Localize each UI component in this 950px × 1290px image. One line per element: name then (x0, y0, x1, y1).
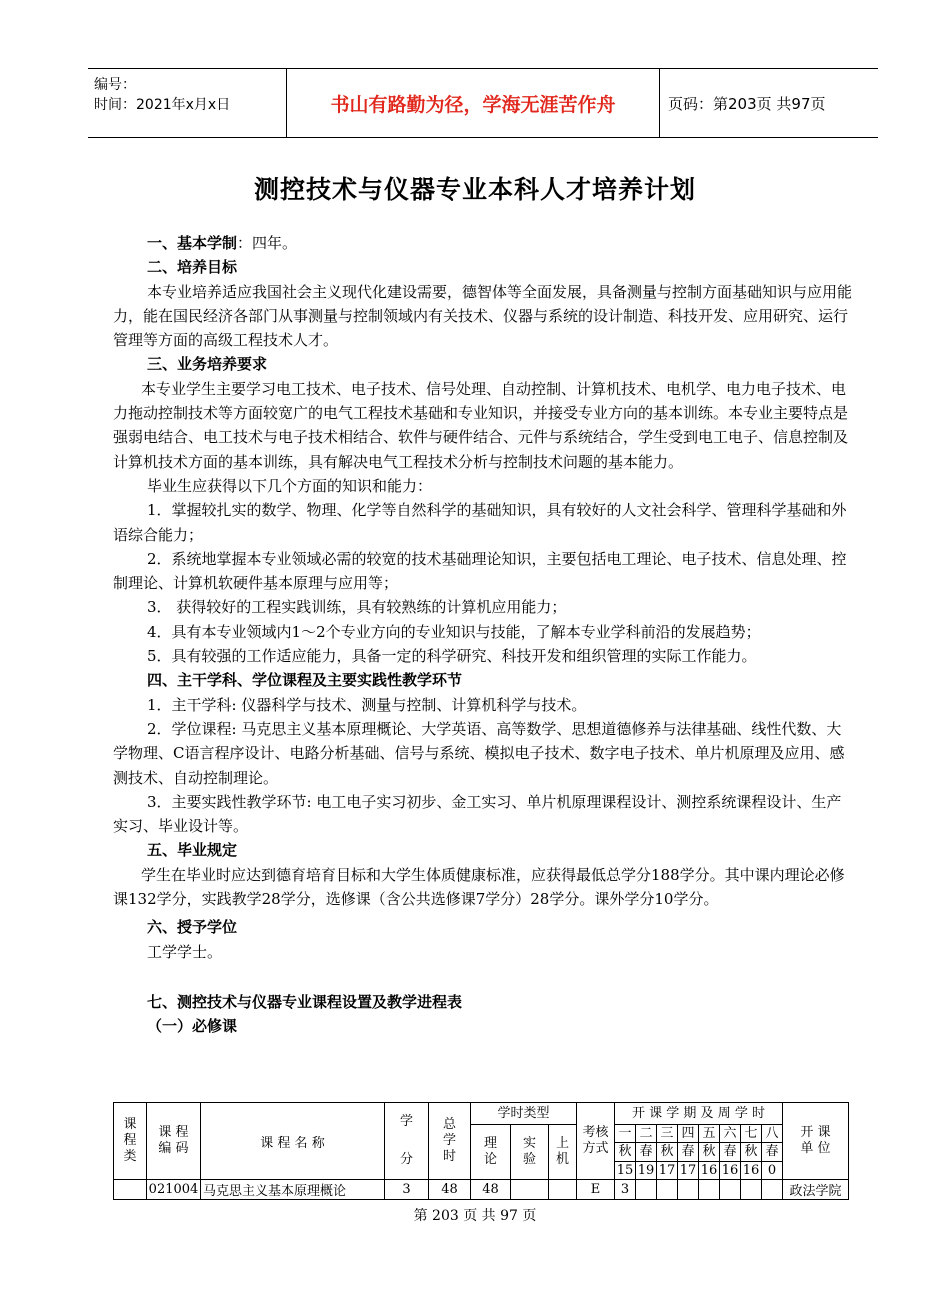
th-year: 七 (741, 1125, 762, 1143)
th-year: 四 (678, 1125, 699, 1143)
header-motto: 书山有路勤为径，学海无涯苦作舟 (286, 69, 660, 137)
section-3-item: 5．具有较强的工作适应能力，具备一定的科学研究、科技开发和组织管理的实际工作能力。 (147, 647, 757, 666)
section-5-text: 学生在毕业时应达到德育培育目标和大学生体质健康标准，应获得最低总学分188学分。其中课内理论必修课132学分，实践教学28学分，选修课（含公共选修课7学分）28学分。课外学分10学分。 (113, 865, 845, 909)
th-weeks: 17 (678, 1162, 699, 1180)
section-6-heading: 六、授予学位 (147, 918, 238, 937)
table-row (114, 1180, 849, 1200)
section-7-subheading: （一）必修课 (147, 1017, 238, 1036)
th-season: 春 (636, 1143, 657, 1162)
section-1-heading: 一、基本学制 (147, 234, 238, 252)
cell-exam: E (577, 1180, 615, 1200)
section-1-value: ：四年。 (237, 234, 298, 252)
section-5-heading: 五、毕业规定 (147, 841, 238, 860)
section-3-item: 4．具有本专业领域内1～2个专业方向的专业知识与技能，了解本专业学科前沿的发展趋势； (147, 622, 761, 641)
cell-term (657, 1180, 678, 1200)
th-experiment: 实 验 (511, 1125, 549, 1180)
section-4-heading: 四、主干学科、学位课程及主要实践性教学环节 (147, 671, 463, 690)
th-season: 春 (720, 1143, 741, 1162)
th-computer: 上 机 (549, 1125, 577, 1180)
cell-term (762, 1180, 783, 1200)
section-1 (113, 231, 853, 255)
page-footer: 第 203 页 共 97 页 (413, 1208, 537, 1224)
th-year: 三 (657, 1125, 678, 1143)
cell-theory: 48 (471, 1180, 511, 1200)
cell-category (114, 1180, 147, 1200)
page-header (88, 68, 878, 138)
th-weeks: 19 (636, 1162, 657, 1180)
th-weeks: 0 (762, 1162, 783, 1180)
cell-term (678, 1180, 699, 1200)
section-3-item: 3． 获得较好的工程实践训练，具有较熟练的计算机应用能力； (147, 598, 567, 617)
th-season: 春 (678, 1143, 699, 1162)
th-season: 秋 (615, 1143, 636, 1162)
th-weeks: 16 (720, 1162, 741, 1180)
th-weeks: 16 (699, 1162, 720, 1180)
number-label: 编号： (94, 77, 136, 93)
section-4-item: 1．主干学科: 仪器科学与技术、测量与控制、计算机科学与技术。 (147, 695, 587, 714)
section-3-item: 2．系统地掌握本专业领域必需的较宽的技术基础理论知识，主要包括电工理论、电子技术、信息处理、控制理论、计算机软硬件基本原理与应用等； (113, 549, 847, 593)
cell-term: 3 (615, 1180, 636, 1200)
time-label: 时间：2021年x月x日 (94, 97, 231, 113)
document-body (113, 231, 853, 1039)
cell-credit: 3 (385, 1180, 429, 1200)
th-year: 二 (636, 1125, 657, 1143)
th-exam-method: 考核 方式 (577, 1103, 615, 1180)
cell-experiment (511, 1180, 549, 1200)
section-3-text: 本专业学生主要学习电工技术、电子技术、信号处理、自动控制、计算机技术、电机学、电力电子技术、电力拖动控制技术等方面较宽广的电气工程技术基础和专业知识，并接受专业方向的基本训练。本专业主要特点是强弱电结合、电工技术与电子技术相结合、软件与硬件结合、元件与系统结合，学生受到电工电子、信息控制及计算机技术方面的基本训练，具有解决电气工程技术分析与控制技术问题的基本能力。 (113, 379, 849, 471)
th-year: 五 (699, 1125, 720, 1143)
document-title: 测控技术与仪器专业本科人才培养计划 (253, 175, 696, 204)
section-3-item: 1．掌握较扎实的数学、物理、化学等自然科学的基础知识，具有较好的人文社会科学、管理科学基础和外语综合能力； (113, 501, 847, 544)
cell-term (741, 1180, 762, 1200)
section-4-item: 2．学位课程: 马克思主义基本原理概论、大学英语、高等数学、思想道德修养与法律基础、线性代数、大学物理、C语言程序设计、电路分析基础、信号与系统、模拟电子技术、数字电子技术、单片机原理及应用、感测技术、自动控制理论。 (113, 719, 845, 787)
th-terms-title: 开 课 学 期 及 周 学 时 (615, 1103, 783, 1125)
th-season: 秋 (657, 1143, 678, 1162)
th-hours-type: 学时类型 (471, 1103, 577, 1125)
th-year: 一 (615, 1125, 636, 1143)
th-total-hours: 总 学 时 (429, 1103, 471, 1180)
section-3-intro: 毕业生应获得以下几个方面的知识和能力： (147, 476, 433, 495)
section-7-heading: 七、测控技术与仪器专业课程设置及教学进程表 (147, 992, 463, 1011)
th-season: 秋 (699, 1143, 720, 1162)
th-weeks: 17 (657, 1162, 678, 1180)
section-4-item: 3．主要实践性教学环节: 电工电子实习初步、金工实习、单片机原理课程设计、测控系统课程设计、生产实习、毕业设计等。 (113, 792, 842, 836)
cell-term (720, 1180, 741, 1200)
th-year: 六 (720, 1125, 741, 1143)
cell-name: 马克思主义基本原理概论 (201, 1180, 385, 1200)
th-category: 课 程 类 (114, 1103, 147, 1180)
th-weeks: 15 (615, 1162, 636, 1180)
header-page-info: 页码：第203页 共97页 (668, 94, 826, 113)
th-season: 春 (762, 1143, 783, 1162)
cell-term (636, 1180, 657, 1200)
cell-code: 021004 (147, 1180, 201, 1200)
th-year: 八 (762, 1125, 783, 1143)
cell-total: 48 (429, 1180, 471, 1200)
section-6-text: 工学学士。 (147, 942, 223, 961)
th-code: 课 程 编 码 (147, 1103, 201, 1180)
th-season: 秋 (741, 1143, 762, 1162)
cell-term (699, 1180, 720, 1200)
section-2-text: 本专业培养适应我国社会主义现代化建设需要，德智体等全面发展，具备测量与控制方面基础知识与应用能力，能在国民经济各部门从事测量与控制领域内有关技术、仪器与系统的设计制造、科技开发、应用研究、运行管理等方面的高级工程技术人才。 (113, 282, 853, 350)
cell-unit: 政法学院 (783, 1180, 849, 1200)
th-unit: 开 课 单 位 (783, 1103, 849, 1180)
course-table (113, 1102, 849, 1200)
cell-computer (549, 1180, 577, 1200)
th-weeks: 16 (741, 1162, 762, 1180)
header-meta (94, 75, 230, 115)
th-credit: 学 分 (385, 1103, 429, 1180)
th-theory: 理 论 (471, 1125, 511, 1180)
th-name: 课 程 名 称 (201, 1103, 385, 1180)
section-2-heading: 二、培养目标 (147, 258, 238, 277)
section-3-heading: 三、业务培养要求 (147, 355, 268, 374)
